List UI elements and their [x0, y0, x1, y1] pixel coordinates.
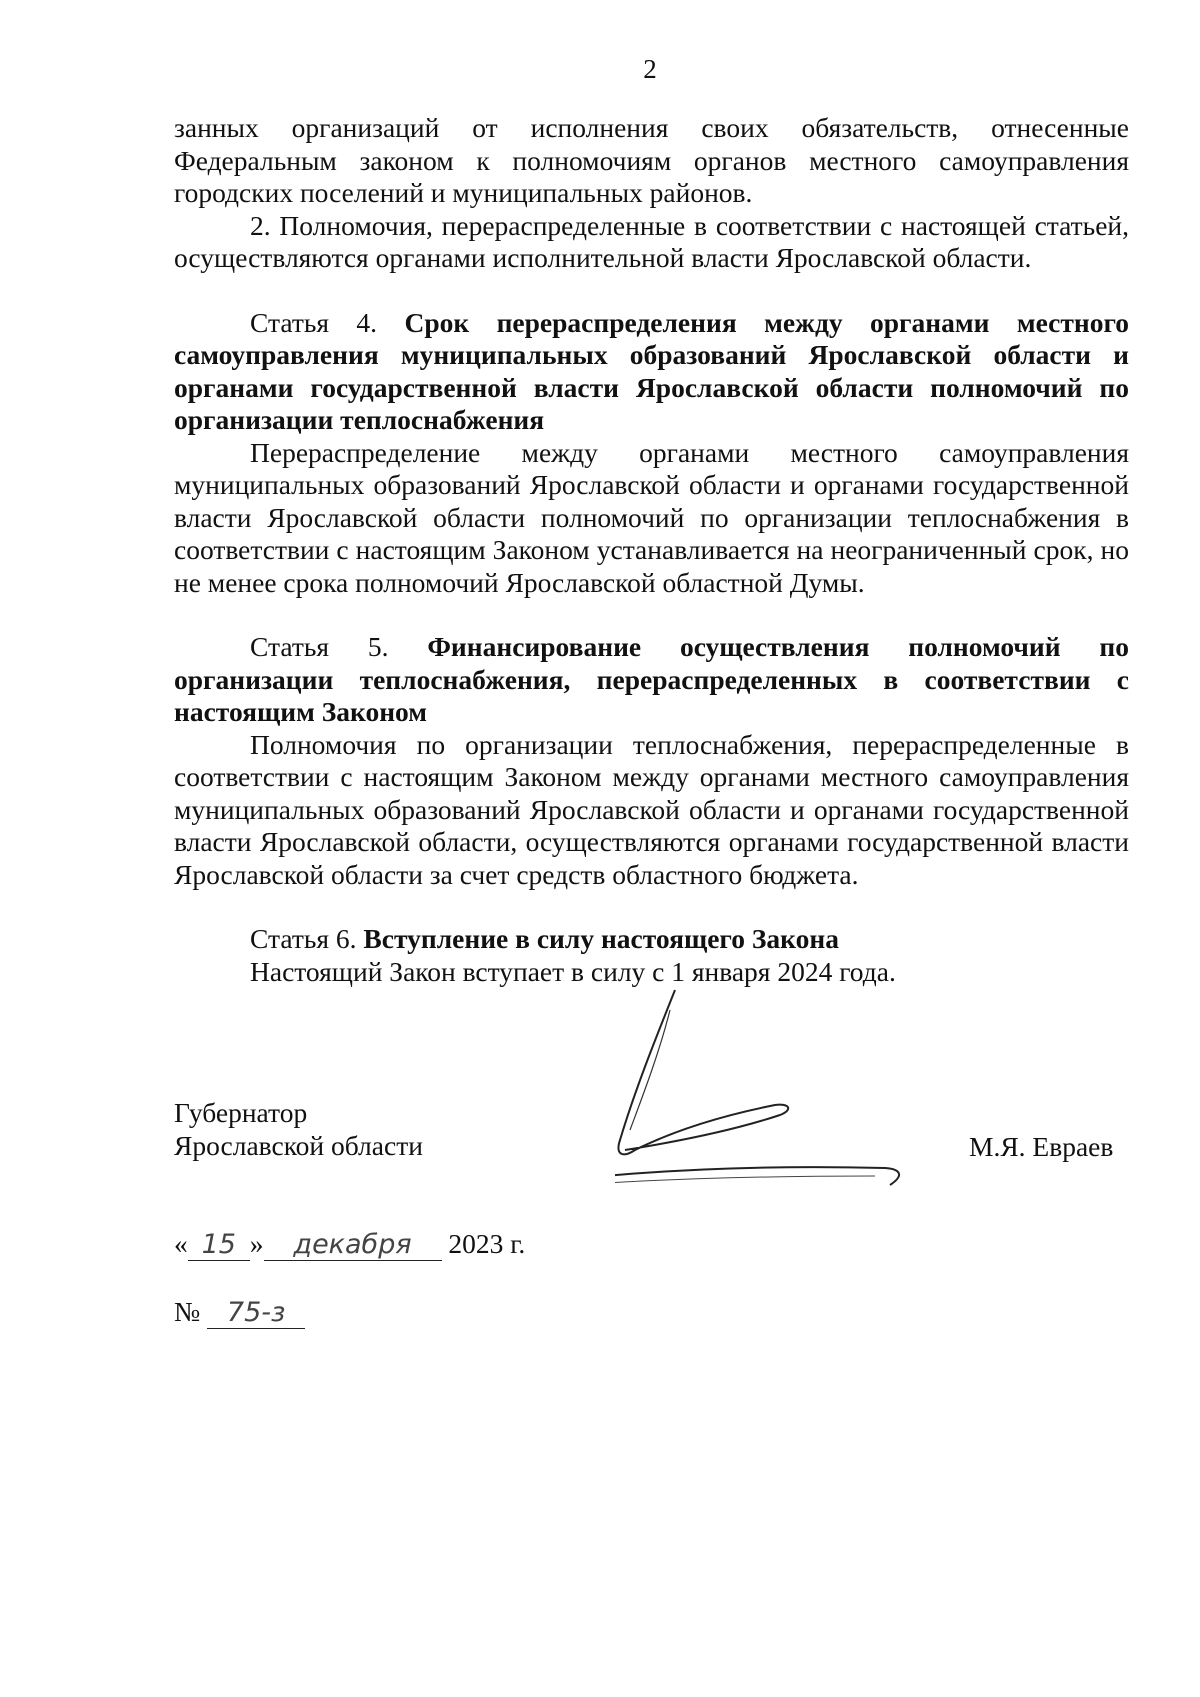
article-4-title: Срок перераспределения между органами местного самоуправления муниципальных образований Ярославской области и органами государственной власти Ярославской области полномочий по организации теплоснабжения	[174, 306, 1129, 435]
signing-date	[174, 1228, 525, 1261]
date-day: 15	[188, 1229, 250, 1261]
law-number	[174, 1296, 305, 1329]
signatory-position: Губернатор	[174, 1097, 308, 1128]
article-4-heading	[174, 307, 1129, 437]
handwritten-signature	[615, 980, 935, 1210]
signatory-name: М.Я. Евраев	[969, 1131, 1114, 1162]
article-5-heading	[174, 631, 1129, 729]
date-year: 2023 г.	[448, 1228, 526, 1259]
signatory-region: Ярославской области	[174, 1129, 423, 1161]
article-5-label: Статья 5.	[250, 631, 389, 662]
date-month: декабря	[264, 1229, 442, 1261]
signatory-title	[174, 1097, 423, 1162]
continuation-paragraph: занных организаций от исполнения своих обязательств, отнесенные Федеральным законом к полномочиям органов местного самоуправления городских поселений и муниципальных районов.	[174, 112, 1129, 208]
article-6-body: Настоящий Закон вступает в силу с 1 января 2024 года.	[250, 955, 896, 987]
article-6-heading	[174, 923, 1129, 956]
date-open-quote: «	[174, 1228, 188, 1259]
article-6-title: Вступление в силу настоящего Закона	[363, 923, 839, 954]
page-number: 2	[643, 54, 657, 84]
article-4-label: Статья 4.	[250, 306, 378, 338]
item-2-paragraph: 2. Полномочия, перераспределенные в соответствии с настоящей статьей, осуществляются органами исполнительной власти Ярославской области.	[174, 209, 1129, 273]
law-number-value: 75-з	[207, 1297, 305, 1329]
law-number-label: №	[174, 1296, 201, 1327]
date-close-quote: »	[249, 1228, 264, 1259]
article-5-title: Финансирование осуществления полномочий по организации теплоснабжения, перераспределенных в соответствии с настоящим Законом	[174, 631, 1130, 727]
article-4-body: Перераспределение между органами местного самоуправления муниципальных образований Ярославской области и органами государственной власти Ярославской области полномочий по организации теплоснабжения в соответствии с настоящим Законом устанавливается на неограниченный срок, но не менее срока полномочий Ярославской областной Думы.	[174, 436, 1129, 598]
document-body	[174, 112, 1129, 988]
article-6-label: Статья 6.	[250, 923, 357, 954]
article-5-body: Полномочия по организации теплоснабжения, перераспределенные в соответствии с настоящим Законом между органами местного самоуправления муниципальных образований Ярославской области и органами государственной власти Ярославской области, осуществляются органами государственной власти Ярославской области за счет средств областного бюджета.	[174, 728, 1129, 890]
